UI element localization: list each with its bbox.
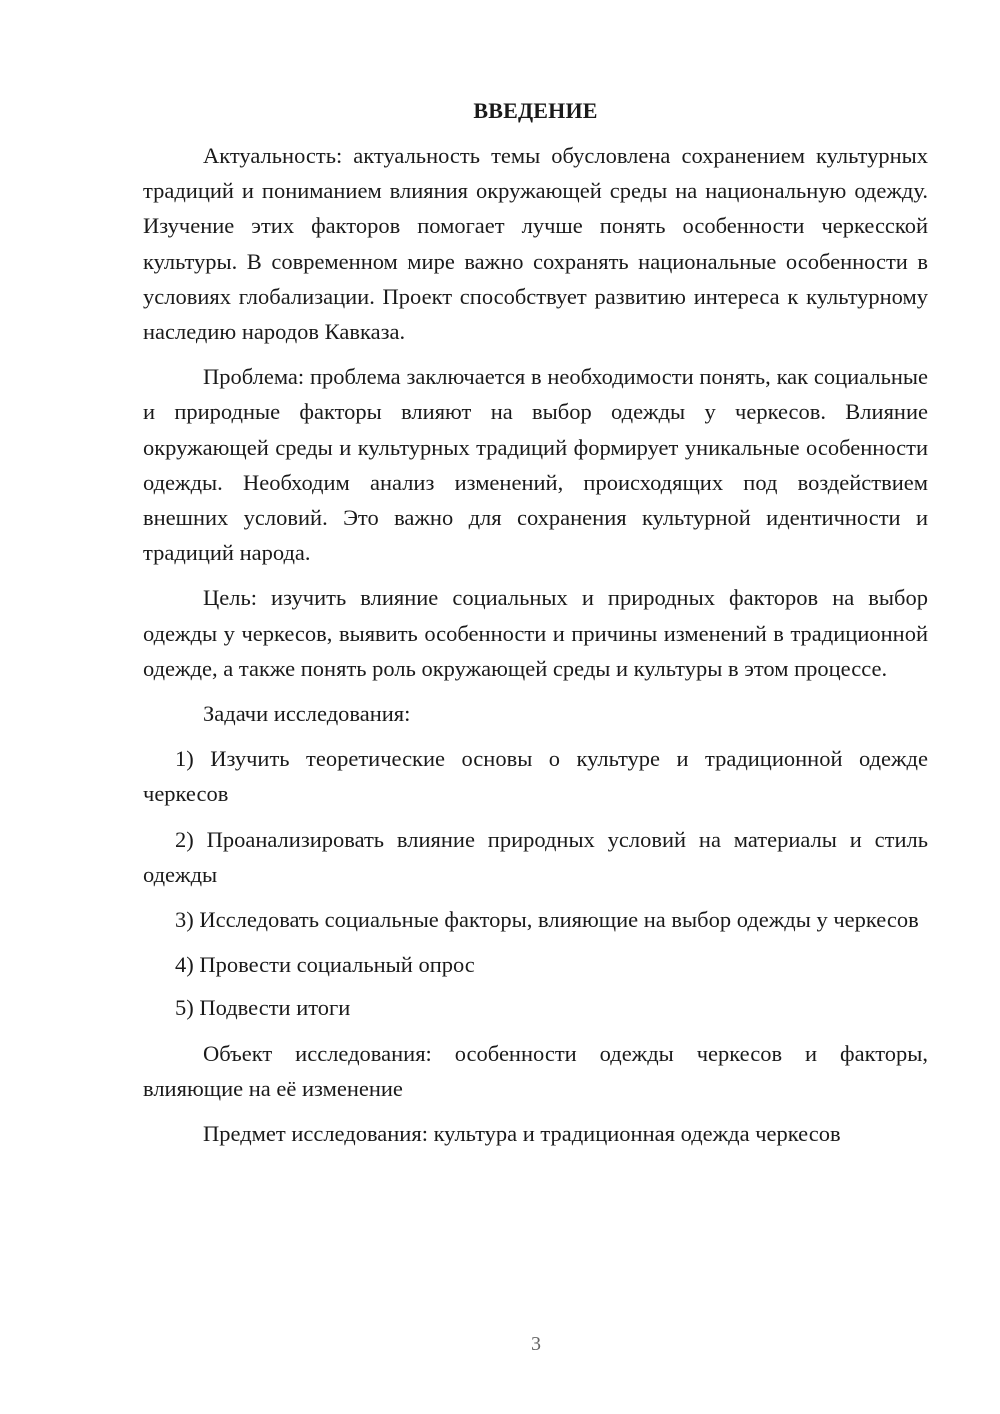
object-paragraph: Объект исследования: особенности одежды черкесов и факторы, влияющие на её изменение [143, 1040, 928, 1101]
problem-paragraph: Проблема: проблема заключается в необходимости понять, как социальные и природные факторы влияют на выбор одежды у черкесов. Влияние окружающей среды и культурных традиций формирует уникальные особенности одежды. Необходим анализ изменений, происходящих под воздействием внешних условий. Это важно для сохранения культурной идентичности и традиций народа. [143, 364, 928, 566]
task-item-4: 4) Провести социальный опрос [175, 952, 475, 978]
tasks-heading: Задачи исследования: [203, 701, 411, 727]
task-item-1: 1) Изучить теоретические основы о культуре и традиционной одежде черкесов [143, 746, 928, 807]
task-item-5: 5) Подвести итоги [175, 995, 351, 1021]
task-item-2: 2) Проанализировать влияние природных условий на материалы и стиль одежды [143, 826, 928, 887]
page-title: ВВЕДЕНИЕ [473, 98, 598, 123]
task-item-3: 3) Исследовать социальные факторы, влияющие на выбор одежды у черкесов [175, 907, 919, 933]
relevance-paragraph: Актуальность: актуальность темы обусловлена сохранением культурных традиций и пониманием влияния окружающей среды на национальную одежду. Изучение этих факторов помогает лучше понять особенности черкесской культуры. В современном мире важно сохранять национальные особенности в условиях глобализации. Проект способствует развитию интереса к культурному наследию народов Кавказа. [143, 143, 928, 345]
goal-paragraph: Цель: изучить влияние социальных и природных факторов на выбор одежды у черкесов, выявить особенности и причины изменений в традиционной одежде, а также понять роль окружающей среды и культуры в этом процессе. [143, 585, 928, 681]
page-content [143, 96, 928, 1161]
subject-paragraph: Предмет исследования: культура и традиционная одежда черкесов [203, 1121, 841, 1147]
page-number: 3 [531, 1333, 541, 1355]
